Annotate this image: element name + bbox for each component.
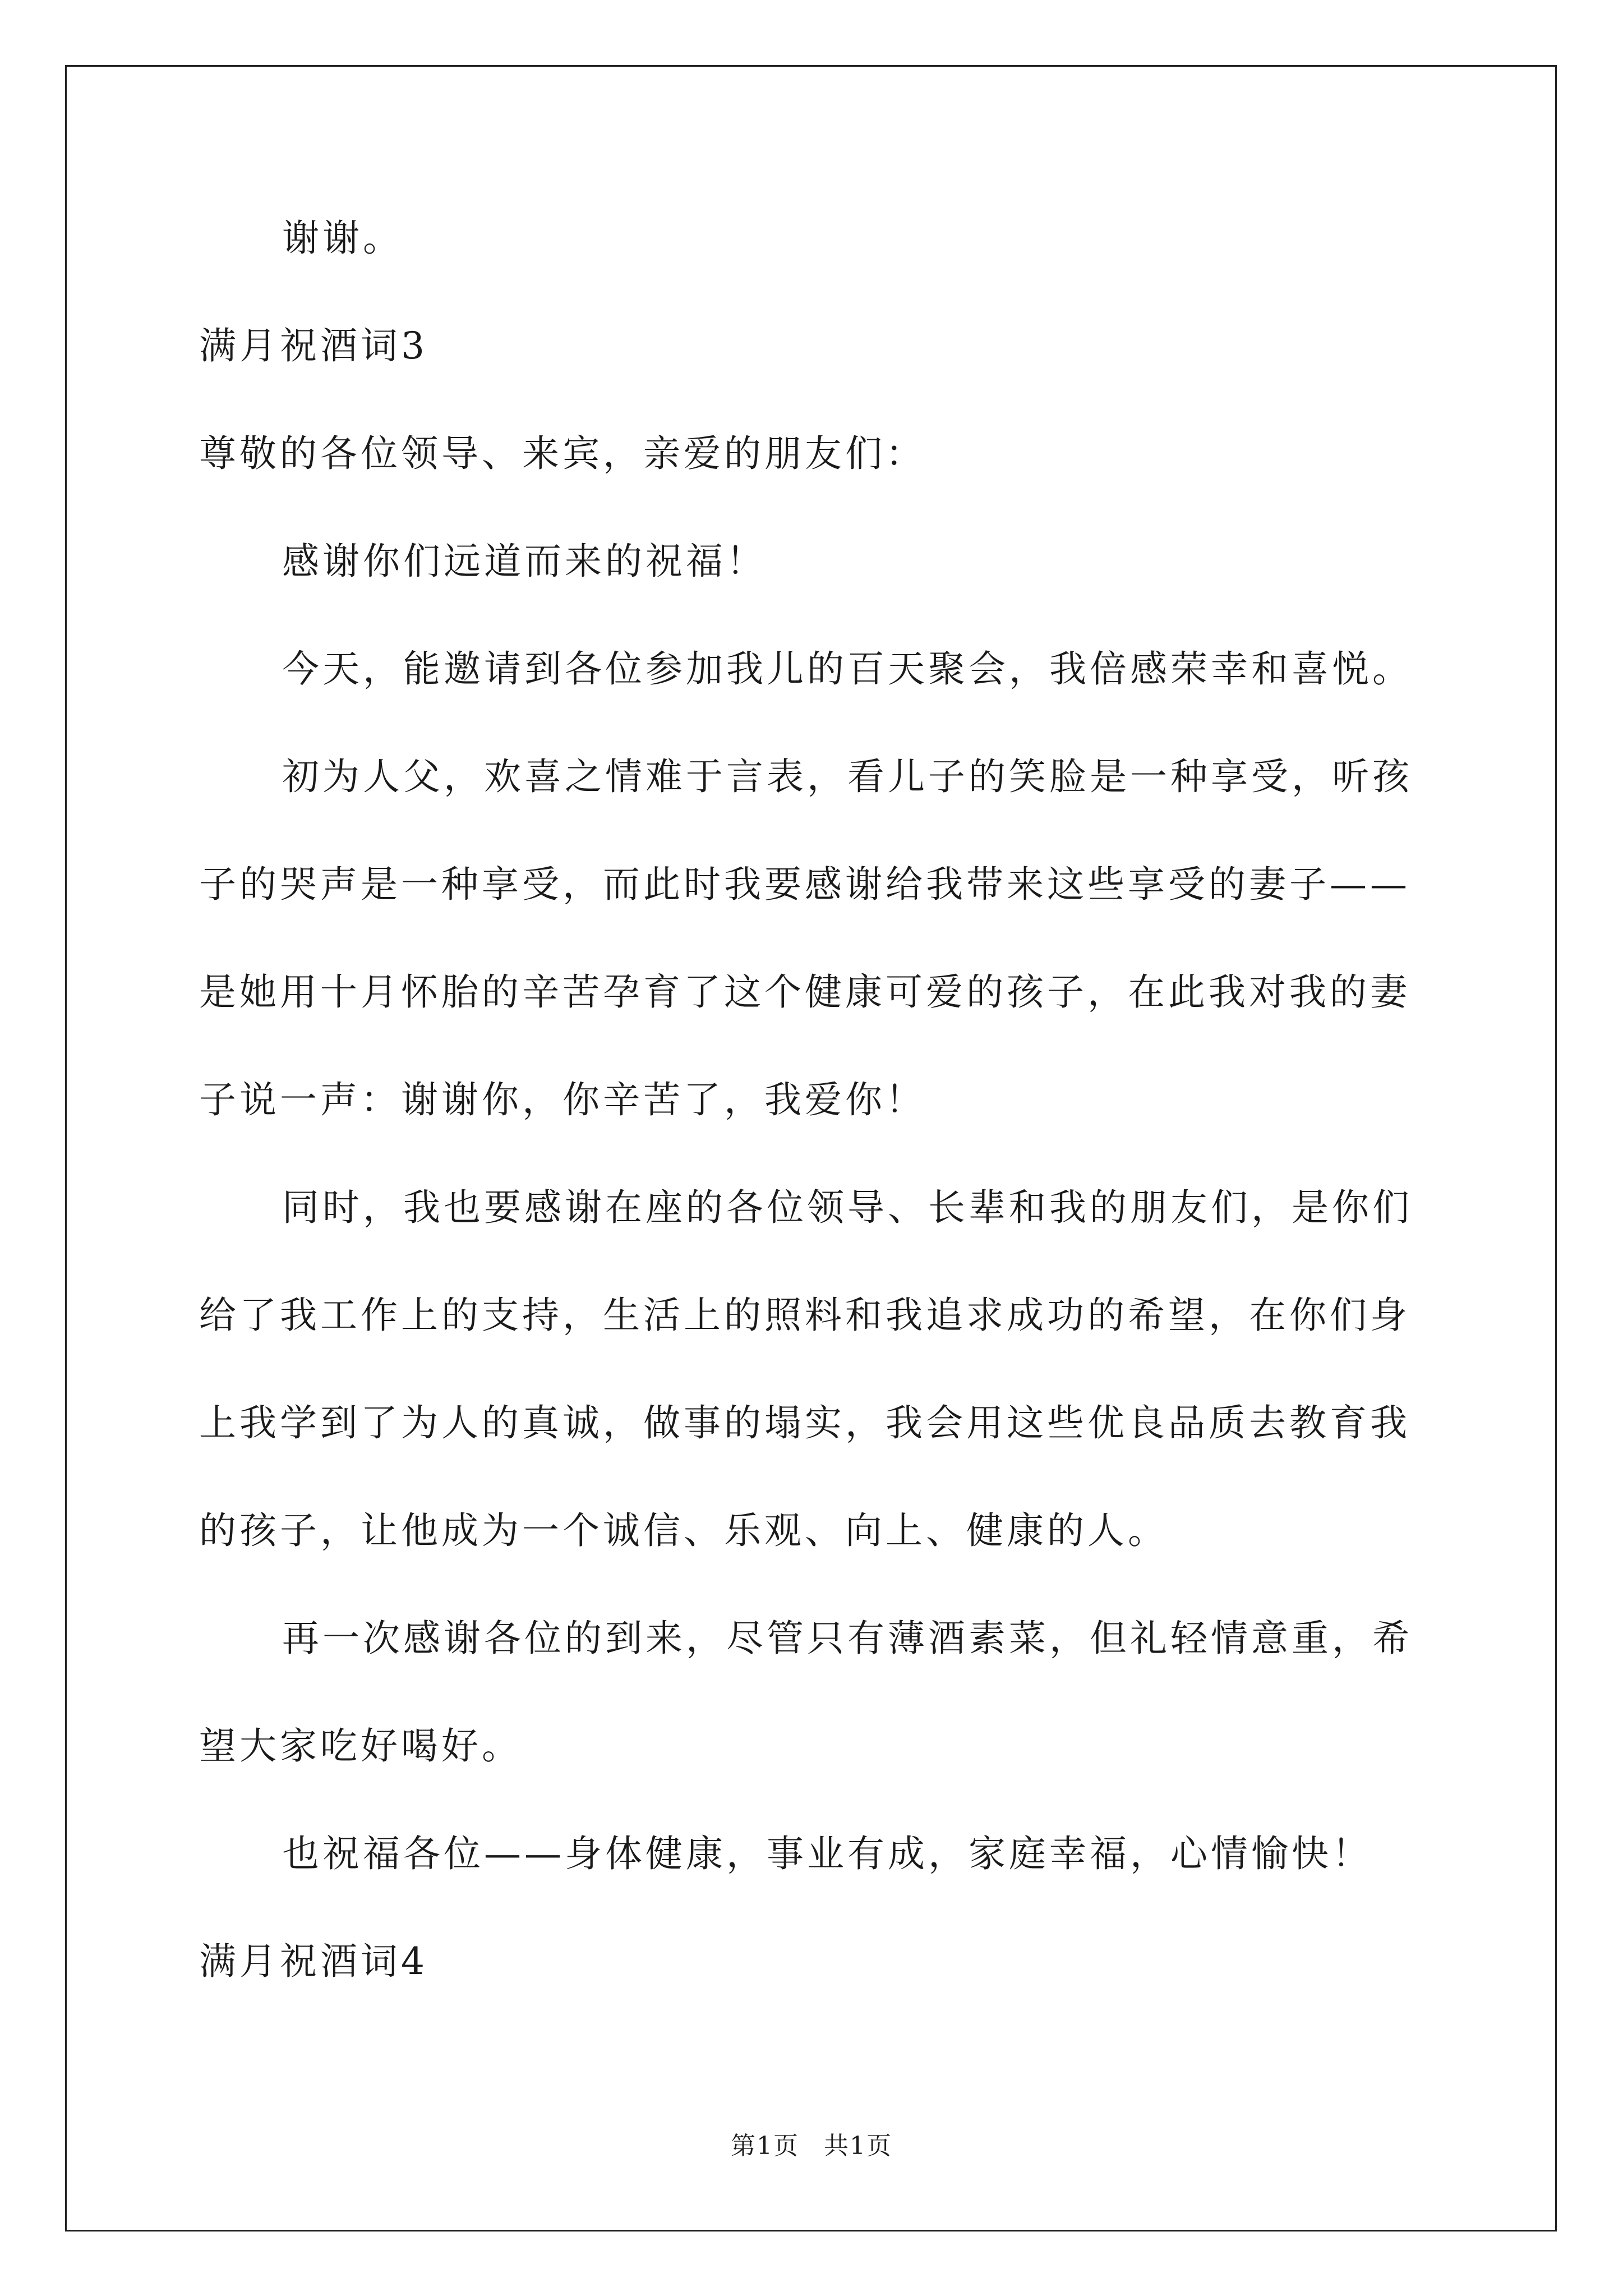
text-line: 再一次感谢各位的到来，尽管只有薄酒素菜，但礼轻情意重，希: [282, 1617, 1413, 1660]
section-heading: 满月祝酒词4: [199, 1940, 428, 1983]
text-line: 的孩子，让他成为一个诚信、乐观、向上、健康的人。: [199, 1509, 1168, 1552]
text-line: 望大家吃好喝好。: [199, 1724, 522, 1768]
salutation: 尊敬的各位领导、来宾，亲爱的朋友们：: [199, 432, 926, 475]
text-line: 也祝福各位——身体健康，事业有成，家庭幸福，心情愉快！: [282, 1832, 1372, 1875]
text-line: 子的哭声是一种享受，而此时我要感谢给我带来这些享受的妻子——: [199, 863, 1410, 906]
text-line: 感谢你们远道而来的祝福！: [282, 540, 767, 583]
text-line: 初为人父，欢喜之情难于言表，看儿子的笑脸是一种享受，听孩: [282, 755, 1413, 798]
text-line: 给了我工作上的支持，生活上的照料和我追求成功的希望，在你们身: [199, 1294, 1410, 1337]
page-footer: [0, 2129, 1623, 2163]
page-total: 共1页: [824, 2132, 892, 2160]
text-line: 子说一声：谢谢你，你辛苦了，我爱你！: [199, 1078, 926, 1121]
text-line: 同时，我也要感谢在座的各位领导、长辈和我的朋友们，是你们: [282, 1186, 1413, 1229]
text-line: 谢谢。: [282, 217, 403, 260]
document-body: [199, 213, 1422, 1987]
text-line: 是她用十月怀胎的辛苦孕育了这个健康可爱的孩子，在此我对我的妻: [199, 970, 1410, 1014]
page-number: 第1页: [731, 2132, 799, 2160]
section-heading: 满月祝酒词3: [199, 324, 428, 367]
text-line: 上我学到了为人的真诚，做事的塌实，我会用这些优良品质去教育我: [199, 1401, 1410, 1444]
text-line: 今天，能邀请到各位参加我儿的百天聚会，我倍感荣幸和喜悦。: [282, 647, 1413, 691]
